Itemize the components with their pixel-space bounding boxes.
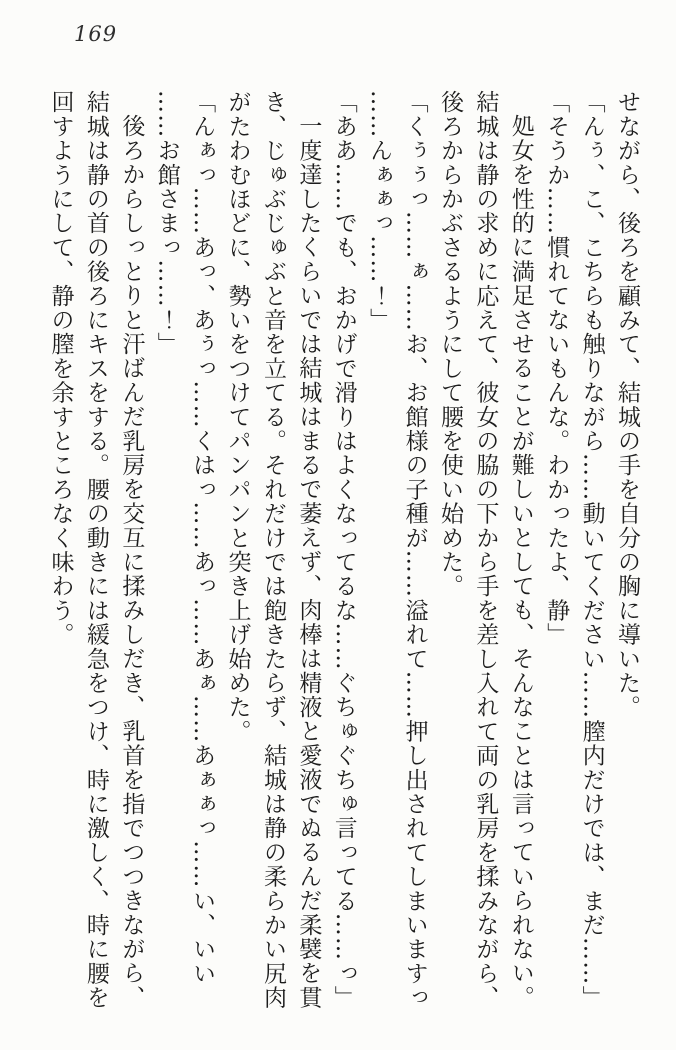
page-number: 169 [74, 22, 118, 46]
text-line: ……んぁぁっ……！」 [366, 90, 393, 332]
text-line: 「そうか……慣れてないもんな。わかったよ、静」 [543, 90, 570, 647]
text-line: 結城は静の求めに応えて、彼女の脇の下から手を差し入れて両の乳房を揉みながら、 [472, 90, 499, 1010]
text-line: ……お館さまっ……！」 [153, 90, 180, 357]
text-line: 結城は静の首の後ろにキスをする。腰の動きには緩急をつけ、時に激しく、時に腰を [82, 90, 109, 1010]
text-line: 後ろからしっとりと汗ばんだ乳房を交互に揉みしだき、乳首を指でつつきながら、 [118, 114, 145, 1010]
text-line: 後ろからかぶさるようにして腰を使い始めた。 [436, 90, 463, 599]
text-line: 「んぅ、こ、こちらも触りながら……動いてください……膣内だけでは、まだ……」 [578, 90, 605, 1010]
text-line: 回すようにして、静の膣を余すところなく味わう。 [47, 90, 74, 647]
text-line: 「ああ……でも、おかげで滑りはよくなってるな……ぐちゅぐちゅ言ってる……っ」 [330, 90, 357, 1010]
text-line: 処女を性的に満足させることが難しいとしても、そんなことは言っていられない。 [507, 114, 534, 1010]
text-line: がたわむほどに、勢いをつけてパンパンと突き上げ始めた。 [224, 90, 251, 744]
text-line: き、じゅぶじゅぶと音を立てる。それだけでは飽きたらず、結城は静の柔らかい尻肉 [259, 90, 286, 1010]
text-line: 「んぁっ……あっ、あぅっ……くはっ……あっ……あぁ……あぁぁっ……い、いい [189, 90, 216, 986]
vertical-text-block [42, 90, 644, 1012]
text-line: 一度達したくらいでは結城はまるで萎えず、肉棒は精液と愛液でぬるんだ柔襞を貫 [295, 114, 322, 1010]
text-line: せながら、後ろを顧みて、結城の手を自分の胸に導いた。 [614, 90, 640, 720]
text-line: 「くぅぅっ……ぁ……お、お館様の子種が……溢れて……押し出されてしまいますっ [401, 90, 428, 1010]
